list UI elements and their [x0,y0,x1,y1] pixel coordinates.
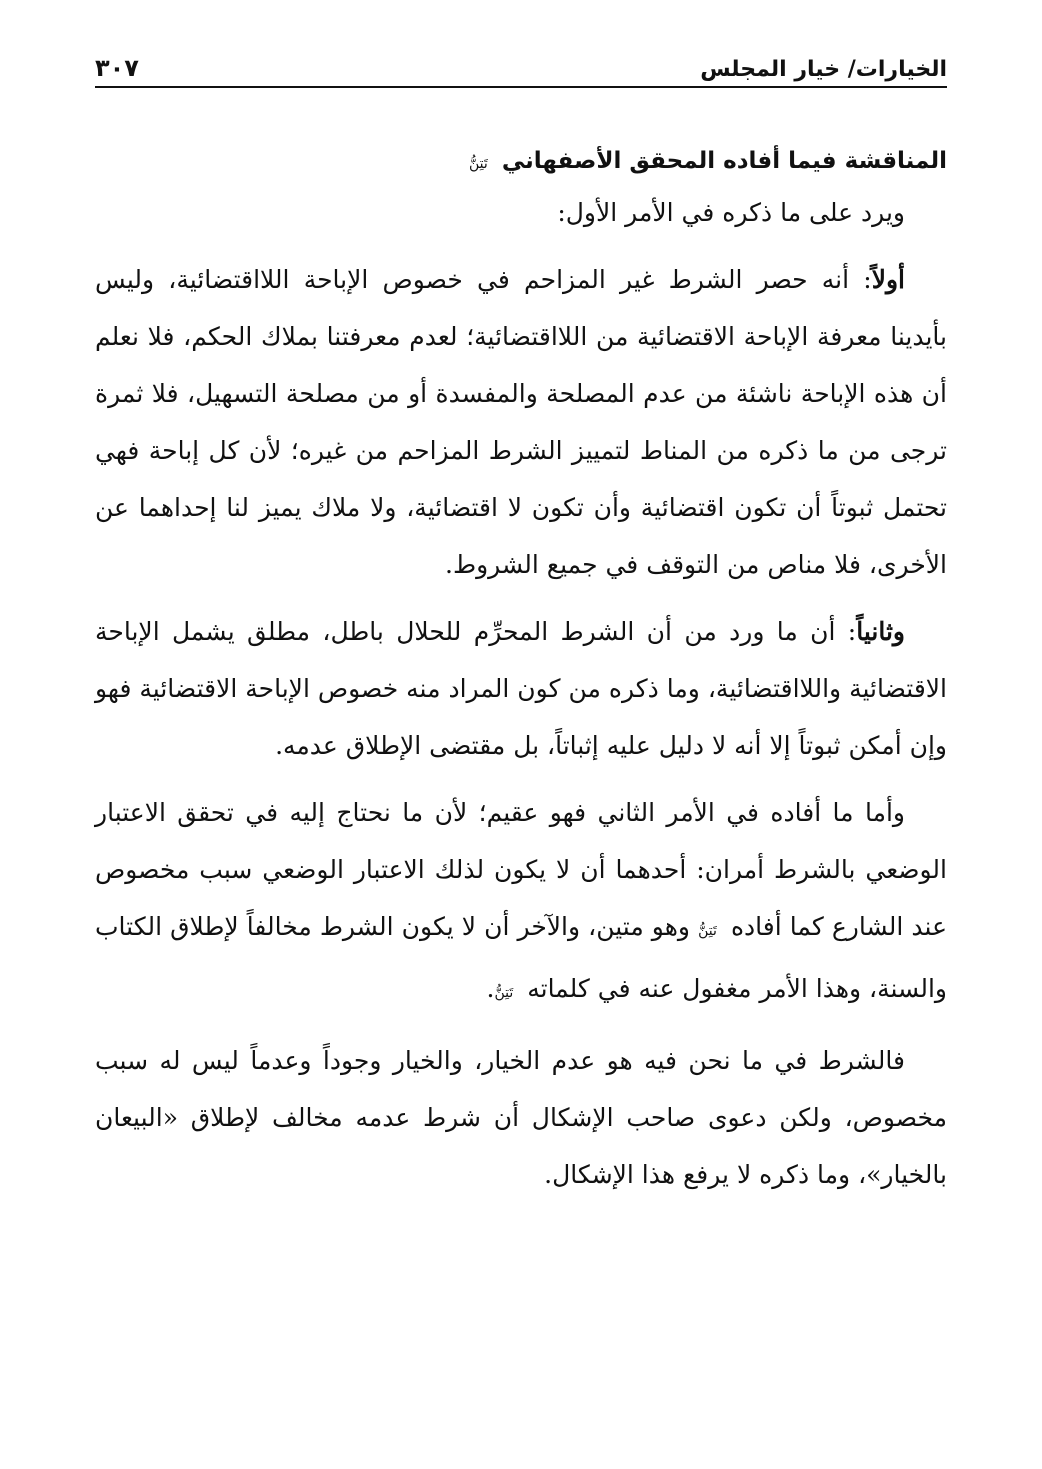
body-text [95,184,947,1203]
running-title: الخيارات/ خيار المجلس [700,57,947,82]
paragraph-third-part2: وهو متين، والآخر أن لا يكون الشرط مخالفاً لإطلاق الكتاب والسنة، وهذا الأمر مغفول عنه في كلماته [95,912,947,1003]
honorific-symbol: تَتِنُّ [494,985,514,1001]
paragraph-first-body: : أنه حصر الشرط غير المزاحم في خصوص الإباحة اللااقتضائية، وليس بأيدينا معرفة الإباحة الاقتضائية من اللااقتضائية؛ لعدم معرفتنا بملاك الحكم، فلا نعلم أن هذه الإباحة ناشئة من عدم المصلحة والمفسدة أو من مصلحة التسهيل، فلا ثمرة ترجى من ما ذكره من المناط لتمييز الشرط المزاحم من غيره؛ لأن كل إباحة فهي تحتمل ثبوتاً أن تكون اقتضائية وأن تكون لا اقتضائية، ولا ملاك يميز لنا إحداهما عن الأخرى، فلا مناص من التوقف في جميع الشروط. [95,265,947,579]
paragraph-third [95,784,947,1022]
page-number: ٣٠٧ [95,54,139,82]
paragraph-third-part1: وأما ما أفاده في الأمر الثاني فهو عقيم؛ لأن ما نحتاج إليه في تحقق الاعتبار الوضعي بالشرط أمران: أحدهما أن لا يكون لذلك الاعتبار الوضعي سبب مخصوص عند الشارع كما أفاده [95,798,947,941]
paragraph-second-lead: وثانياً [856,617,905,646]
paragraph-second [95,603,947,774]
section-heading-text: المناقشة فيما أفاده المحقق الأصفهاني [501,148,947,174]
paragraph-second-body: : أن ما ورد من أن الشرط المحرِّم للحلال باطل، مطلق يشمل الإباحة الاقتضائية واللااقتضائية، وما ذكره من كون المراد منه خصوص الإباحة الاقتضائية فهو وإن أمكن ثبوتاً إلا أنه لا دليل عليه إثباتاً، بل مقتضى الإطلاق عدمه. [95,617,947,760]
document-page [95,40,947,1213]
paragraph-intro: ويرد على ما ذكره في الأمر الأول: [557,198,905,227]
honorific-symbol: تَتِنُّ [698,923,717,939]
paragraph-first [95,251,947,593]
paragraph-first-lead: أولاً [871,265,905,294]
paragraph-third-end: . [486,974,495,1003]
section-heading [95,148,947,174]
honorific-symbol: تَتِنُّ [469,156,488,172]
paragraph-fourth: فالشرط في ما نحن فيه هو عدم الخيار، والخيار وجوداً وعدماً ليس له سبب مخصوص، ولكن دعوى صاحب الإشكال أن شرط عدمه مخالف لإطلاق «البيعان بالخيار»، وما ذكره لا يرفع هذا الإشكال. [95,1046,947,1189]
running-header [95,40,947,88]
